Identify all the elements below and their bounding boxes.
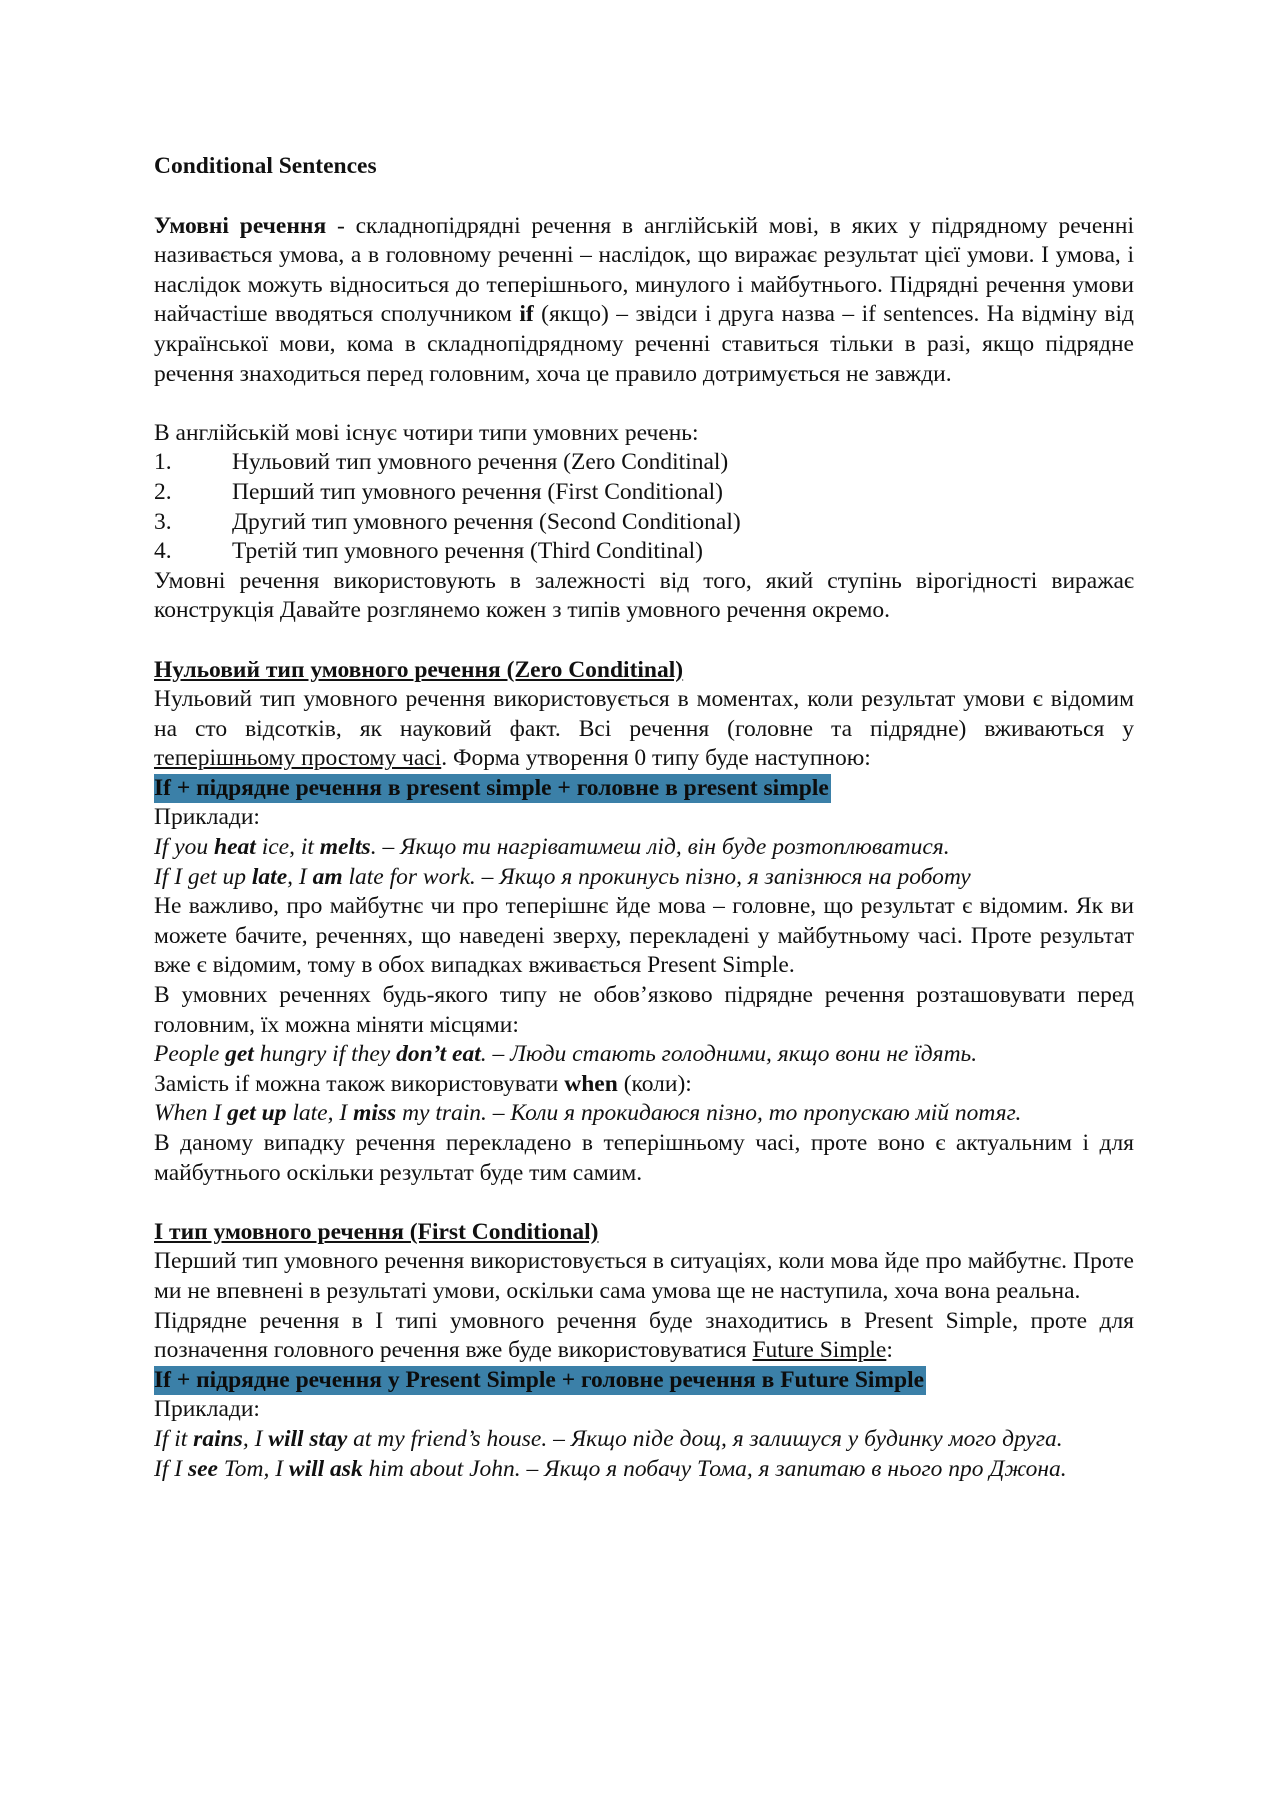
types-list [154,448,1134,566]
intro-text: - складнопідрядні речення в англійській мові, в яких у підрядному реченні називається умова, а в головному реченні – наслідок, що виражає результат цієї умови. І умова, і наслідок можуть відноситься до теперішнього, минулого і майбутнього. Підрядні речення умови найчастіше вводяться сполучником [154,212,1134,328]
present-simple-link: теперішньому простому часі [154,745,442,772]
zero-example-4 [154,1099,1134,1129]
ex-bold: will stay [268,1425,348,1452]
zero-example-3 [154,1040,1134,1070]
list-number: 4. [154,538,172,565]
ex-bold: heat [214,834,256,861]
zero-example-1 [154,833,1134,863]
list-item [154,478,1134,508]
ex-text: . – Якщо ти нагріватимеш лід, він буде розтоплюватися. [370,834,950,861]
types-intro: В англійській мові існує чотири типи умовних речень: [154,419,699,446]
list-label: Нульовий тип умовного речення (Zero Conditinal) [232,449,729,476]
ex-text: my train. – Коли я прокидаюся пізно, то пропускаю мій потяг. [396,1100,1022,1127]
ex-text: ice, it [255,834,320,861]
ex-text: late, I [286,1100,354,1127]
first-desc-text-2: : [886,1337,893,1364]
ex-bold: will ask [288,1455,363,1482]
ex-bold: am [312,863,343,890]
zero-conditional-heading: Нульовий тип умовного речення (Zero Conditinal) [154,656,684,683]
zero-note-1: Не важливо, про майбутнє чи про теперішнє йде мова – головне, що результат є відомим. Як ви можете бачите, реченнях, що наведені зверху, перекладені у майбутньому часі. Проте результат вже є відомим, тому в обох випадках вживається Present Simple. [154,893,1134,979]
first-description-1: Перший тип умовного речення використовується в ситуаціях, коли мова йде про майбутнє. Проте ми не впевнені в результаті умови, оскільки сама умова ще не наступила, хоча вона реальна. [154,1248,1134,1304]
first-examples-label: Приклади: [154,1396,260,1423]
ex-bold: rains [193,1425,243,1452]
zero-formula-line [154,774,1134,804]
zero-description [154,685,1134,774]
ex-bold: get up [227,1100,287,1127]
ex-text: When I [154,1100,228,1127]
first-example-1 [154,1425,1134,1455]
spacer [154,626,1134,656]
zero-desc-text-2: . Форма утворення 0 типу буде наступною: [441,745,871,772]
intro-paragraph [154,212,1134,390]
list-item [154,508,1134,538]
ex-text: , I [242,1425,269,1452]
list-number: 3. [154,508,172,535]
types-outro: Умовні речення використовують в залежності від того, який ступінь вірогідності виражає конструкція Давайте розглянемо кожен з типів умовного речення окремо. [154,567,1134,624]
ex-text: hungry if they [253,1041,397,1068]
intro-lead: Умовні речення [154,212,327,239]
zero-formula: If + підрядне речення в present simple + головне в present simple [154,774,831,804]
spacer [154,1188,1134,1218]
ex-text: If you [154,834,215,861]
zero-example-2 [154,863,1134,893]
zero-examples-label: Приклади: [154,804,260,831]
list-label: Третій тип умовного речення (Third Conditinal) [232,538,703,565]
zero-note-3: В даному випадку речення перекладено в теперішньому часі, проте воно є актуальним і для майбутнього оскільки результат буде тим самим. [154,1130,1134,1186]
spacer [154,182,1134,212]
ex-text: at my friend’s house. – Якщо піде дощ, я залишуся у будинку мого друга. [347,1425,1063,1452]
document-title: Conditional Sentences [154,153,377,179]
ex-text: If I get up [154,863,252,890]
list-number: 1. [154,449,172,476]
when-note [154,1070,1134,1100]
ex-text: , I [287,863,313,890]
first-example-2 [154,1455,1134,1485]
ex-text: him about John. – Якщо я побачу Тома, я запитаю в нього про Джона. [362,1455,1067,1482]
zero-note-2: В умовних реченнях будь-якого типу не обов’язково підрядне речення розташовувати перед головним, їх можна міняти місцями: [154,982,1134,1038]
ex-bold: don’t eat [396,1041,481,1068]
ex-bold: get [225,1041,254,1068]
when-text: Замість if можна також використовувати [154,1070,565,1097]
ex-text: . – Люди стають голодними, якщо вони не їдять. [480,1041,978,1068]
ex-bold: see [187,1455,218,1482]
future-simple-link: Future Simple [752,1337,887,1364]
first-desc-text: Підрядне речення в І типі умовного речення буде знаходитись в Present Simple, проте для позначення головного речення вже буде використовуватися [154,1307,1134,1364]
first-conditional-heading: І тип умовного речення (First Conditional) [154,1218,599,1245]
ex-text: If it [154,1425,194,1452]
list-item [154,448,1134,478]
when-bold: when [564,1070,618,1097]
first-formula-line [154,1366,1134,1396]
ex-bold: miss [353,1100,397,1127]
list-item [154,537,1134,567]
first-formula: If + підрядне речення у Present Simple + головне речення в Future Simple [154,1366,926,1396]
ex-text: If I [154,1455,188,1482]
intro-if: if [519,301,534,328]
ex-text: Tom, I [217,1455,289,1482]
intro-text-2: (якщо) – звідси і друга назва – if sentences. На відміну від української мови, кома в складнопідрядному реченні ставиться тільки в разі, якщо підрядне речення знаходиться перед головним, хоча це правило дотримується не завжди. [154,301,1134,387]
ex-text: People [154,1041,226,1068]
first-description-2 [154,1307,1134,1366]
list-label: Перший тип умовного речення (First Conditional) [232,478,724,505]
when-text-2: (коли): [617,1070,692,1097]
ex-bold: late [251,863,288,890]
ex-bold: melts [319,834,371,861]
ex-text: late for work. – Якщо я прокинусь пізно, я запізнюся на роботу [342,863,971,890]
spacer [154,389,1134,419]
list-number: 2. [154,478,172,505]
zero-desc-text: Нульовий тип умовного речення використовується в моментах, коли результат умови є відомим на сто відсотків, як науковий факт. Всі речення (головне та підрядне) вживаються у [154,686,1134,742]
list-label: Другий тип умовного речення (Second Conditional) [232,508,741,535]
